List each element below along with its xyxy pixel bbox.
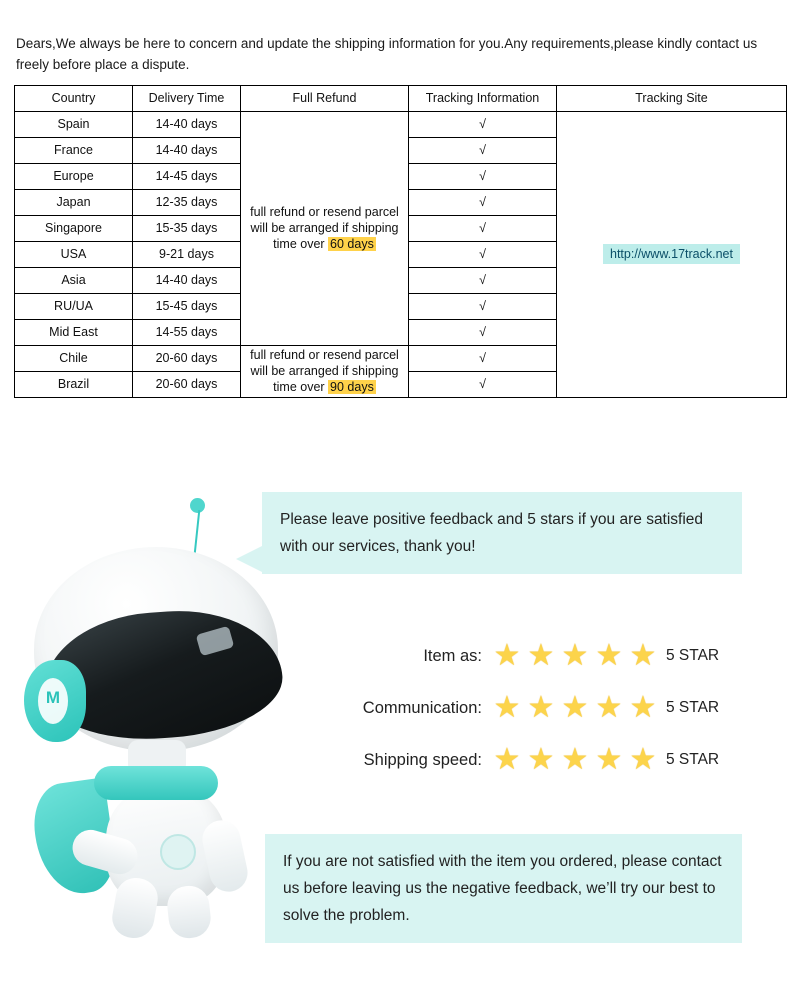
star-icon: ★: [493, 743, 521, 776]
cell-delivery-time: 14-40 days: [133, 267, 241, 293]
feedback-block: [0, 452, 800, 984]
cell-full-refund-group-2: [241, 345, 409, 397]
star-icon: ★: [527, 691, 555, 724]
shipping-notice-block: [14, 34, 786, 398]
star-rating-shipping-speed: [492, 745, 658, 775]
table-header-row: [15, 85, 787, 111]
cell-tracking: √: [409, 293, 557, 319]
col-header-tracking-information: Tracking Information: [409, 85, 557, 111]
cell-delivery-time: 14-45 days: [133, 163, 241, 189]
positive-feedback-bubble: Please leave positive feedback and 5 stars if you are satisfied with our services, thank you!: [262, 492, 742, 574]
refund-text-1: full refund or resend parcel will be arranged if shipping time over: [250, 204, 399, 252]
rating-value: 5 STAR: [666, 647, 720, 664]
table-row: [15, 111, 787, 137]
cell-country: Spain: [15, 111, 133, 137]
notice-intro-text: Dears,We always be here to concern and update the shipping information for you.Any requirements,please kindly contact us freely before place a dispute.: [16, 36, 758, 72]
star-icon: ★: [561, 639, 589, 672]
rating-value: 5 STAR: [666, 751, 720, 768]
col-header-full-refund: Full Refund: [241, 85, 409, 111]
cell-country: Japan: [15, 189, 133, 215]
cell-tracking: √: [409, 241, 557, 267]
ratings-list: [330, 630, 750, 786]
shipping-table-head: [15, 85, 787, 111]
cell-delivery-time: 9-21 days: [133, 241, 241, 267]
col-header-country: Country: [15, 85, 133, 111]
star-rating-communication: [492, 693, 658, 723]
cell-delivery-time: 14-40 days: [133, 137, 241, 163]
cell-tracking: √: [409, 345, 557, 371]
rating-label: Communication:: [362, 698, 482, 717]
cell-tracking: √: [409, 215, 557, 241]
cell-delivery-time: 15-35 days: [133, 215, 241, 241]
star-icon: ★: [595, 691, 623, 724]
tracking-site-link[interactable]: http://www.17track.net: [603, 244, 740, 264]
star-icon: ★: [493, 691, 521, 724]
star-icon: ★: [629, 743, 657, 776]
rating-row-shipping-speed: [330, 734, 750, 786]
cell-delivery-time: 15-45 days: [133, 293, 241, 319]
cell-tracking: √: [409, 137, 557, 163]
cell-tracking: √: [409, 267, 557, 293]
cell-country: USA: [15, 241, 133, 267]
cell-delivery-time: 20-60 days: [133, 345, 241, 371]
cell-delivery-time: 14-55 days: [133, 319, 241, 345]
col-header-delivery-time: Delivery Time: [133, 85, 241, 111]
rating-value: 5 STAR: [666, 699, 720, 716]
star-icon: ★: [527, 743, 555, 776]
star-icon: ★: [595, 639, 623, 672]
refund-highlight-2: 90 days: [330, 380, 374, 395]
robot-scarf: [94, 766, 218, 800]
col-header-tracking-site: Tracking Site: [557, 85, 787, 111]
cell-country: Brazil: [15, 371, 133, 397]
refund-text-2: full refund or resend parcel will be arranged if shipping time over: [250, 347, 399, 395]
cell-tracking: √: [409, 163, 557, 189]
cell-full-refund-group-1: [241, 111, 409, 345]
rating-label: Item as:: [423, 646, 482, 665]
negative-feedback-bubble: If you are not satisfied with the item you ordered, please contact us before leaving us the negative feedback, we’ll try our best to solve the problem.: [265, 834, 742, 943]
cell-country: RU/UA: [15, 293, 133, 319]
star-rating-item-as: [492, 641, 658, 671]
cell-tracking-site: [557, 111, 787, 397]
star-icon: ★: [595, 743, 623, 776]
cell-delivery-time: 20-60 days: [133, 371, 241, 397]
cell-delivery-time: 12-35 days: [133, 189, 241, 215]
cell-delivery-time: 14-40 days: [133, 111, 241, 137]
rating-row-communication: [330, 682, 750, 734]
cell-country: Europe: [15, 163, 133, 189]
robot-mascot-icon: [10, 482, 270, 952]
shipping-table: [14, 85, 787, 398]
refund-highlight-1: 60 days: [330, 237, 374, 252]
cell-country: Mid East: [15, 319, 133, 345]
shipping-table-body: [15, 111, 787, 397]
star-icon: ★: [629, 691, 657, 724]
robot-ear-logo: M: [45, 688, 61, 707]
cell-country: Asia: [15, 267, 133, 293]
star-icon: ★: [493, 639, 521, 672]
rating-row-item-as: [330, 630, 750, 682]
rating-label: Shipping speed:: [363, 750, 482, 769]
star-icon: ★: [561, 743, 589, 776]
robot-antenna-stick: [194, 510, 201, 554]
cell-country: France: [15, 137, 133, 163]
star-icon: ★: [527, 639, 555, 672]
cell-tracking: √: [409, 319, 557, 345]
cell-tracking: √: [409, 111, 557, 137]
star-icon: ★: [561, 691, 589, 724]
cell-country: Chile: [15, 345, 133, 371]
robot-chest-badge: [160, 834, 196, 870]
cell-tracking: √: [409, 371, 557, 397]
cell-country: Singapore: [15, 215, 133, 241]
star-icon: ★: [629, 639, 657, 672]
cell-tracking: √: [409, 189, 557, 215]
